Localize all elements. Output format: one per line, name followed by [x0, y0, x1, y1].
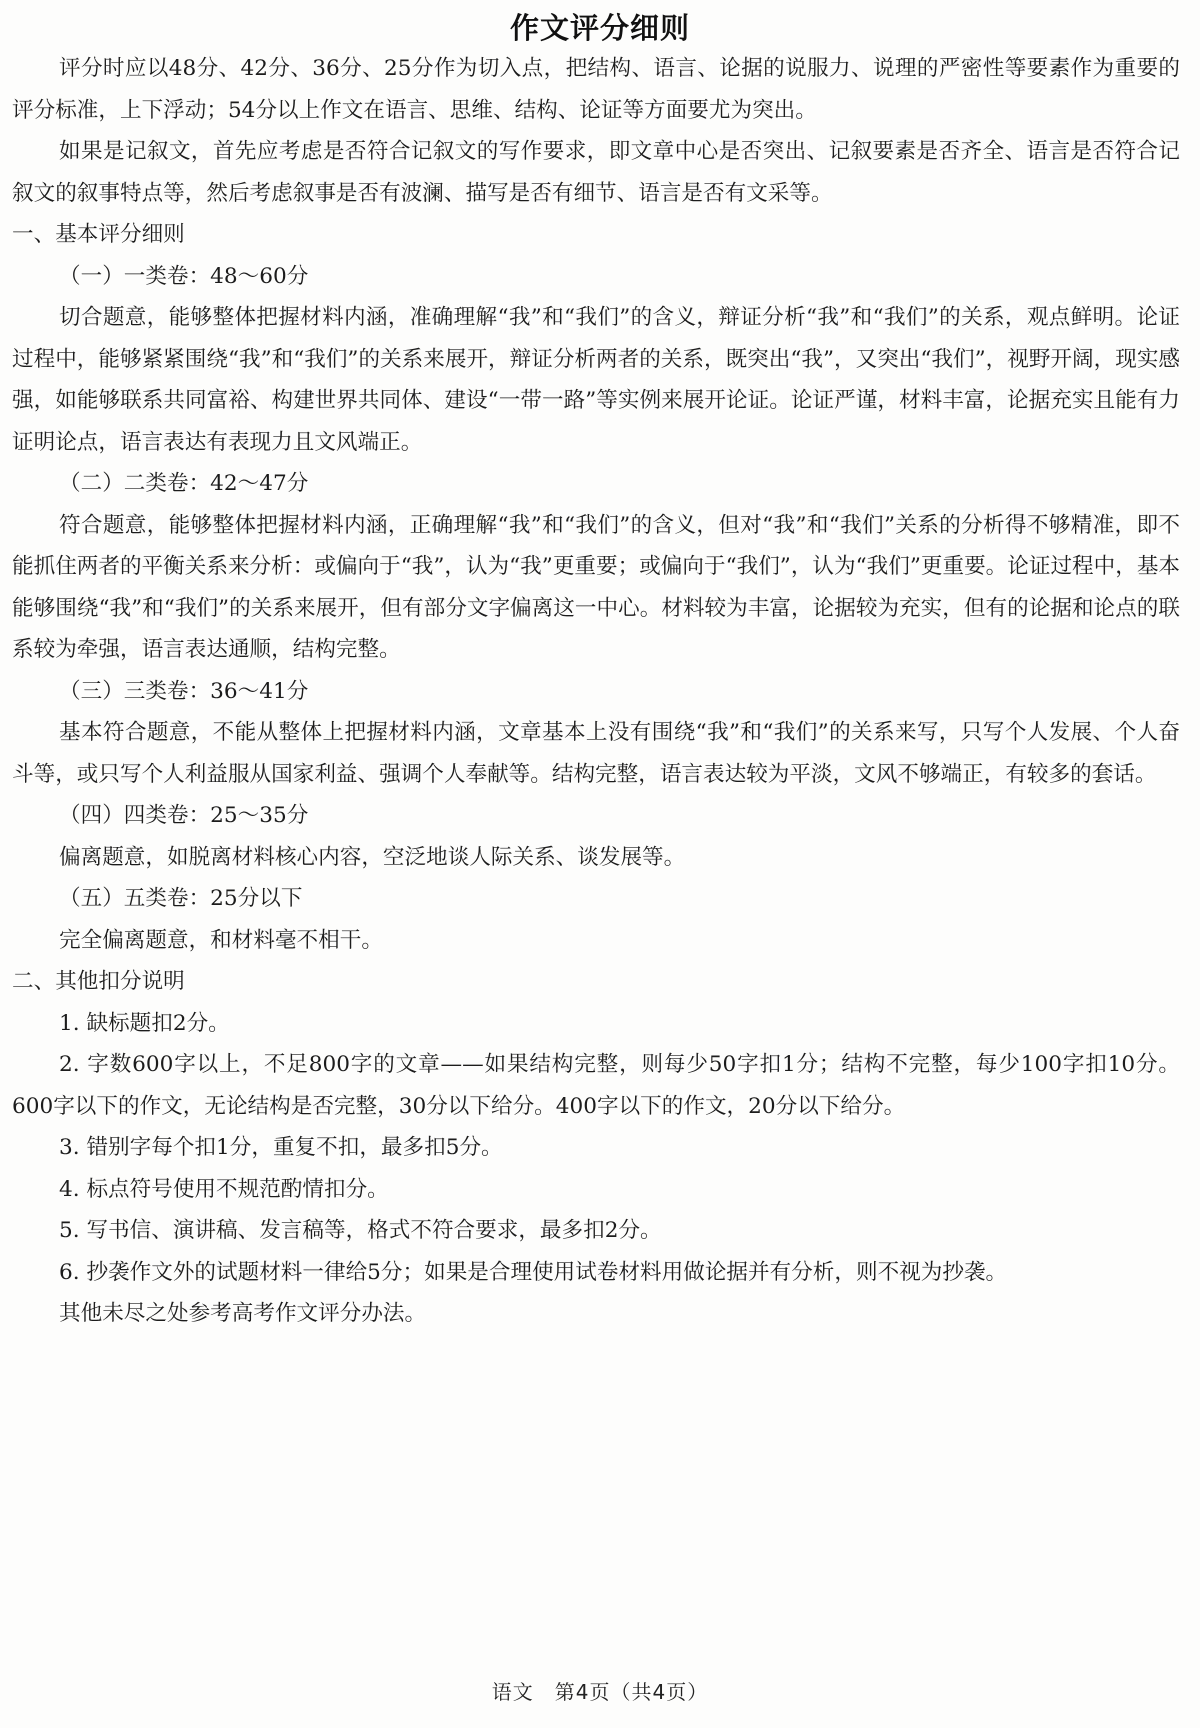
- section-heading: 一、基本评分细则: [12, 222, 185, 247]
- grade-label: （三）三类卷：36～41分: [59, 678, 309, 704]
- page-footer: 语文 第4页（共4页）: [491, 1680, 709, 1704]
- deduction-item: 6. 抄袭作文外的试题材料一律给5分；如果是合理使用试卷材料用做论据并有分析，则不视为抄袭。: [59, 1259, 1008, 1285]
- closing-note: 其他未尽之处参考高考作文评分办法。: [59, 1301, 427, 1326]
- section-heading: 二、其他扣分说明: [12, 969, 185, 994]
- document-body: [12, 48, 1180, 1335]
- grade-description: 偏离题意，如脱离材料核心内容，空泛地谈人际关系、谈发展等。: [59, 844, 686, 870]
- deduction-item: 1. 缺标题扣2分。: [59, 1010, 230, 1036]
- deduction-item: 2. 字数600字以上，不足800字的文章——如果结构完整，则每少50字扣1分；结构不完整，每少100字扣10分。600字以下的作文，无论结构是否完整，30分以下给分。400字以下的作文，20分以下给分。: [12, 1052, 1180, 1119]
- grade-description: 完全偏离题意，和材料毫不相干。: [59, 927, 383, 953]
- intro-paragraph: 如果是记叙文，首先应考虑是否符合记叙文的写作要求，即文章中心是否突出、记叙要素是否齐全、语言是否符合记叙文的叙事特点等，然后考虑叙事是否有波澜、描写是否有细节、语言是否有文采等。: [12, 139, 1180, 206]
- grade-description: 切合题意，能够整体把握材料内涵，准确理解“我”和“我们”的含义，辩证分析“我”和“我们”的关系，观点鲜明。论证过程中，能够紧紧围绕“我”和“我们”的关系来展开，辩证分析两者的关系，既突出“我”，又突出“我们”，视野开阔，现实感强，如能够联系共同富裕、构建世界共同体、建设“一带一路”等实例来展开论证。论证严谨，材料丰富，论据充实且能有力证明论点，语言表达有表现力且文风端正。: [12, 305, 1181, 455]
- intro-paragraph: 评分时应以48分、42分、36分、25分作为切入点，把结构、语言、论据的说服力、说理的严密性等要素作为重要的评分标准，上下浮动；54分以上作文在语言、思维、结构、论证等方面要尤为突出。: [12, 56, 1180, 123]
- deduction-item: 3. 错别字每个扣1分，重复不扣，最多扣5分。: [59, 1135, 503, 1160]
- deduction-item: 5. 写书信、演讲稿、发言稿等，格式不符合要求，最多扣2分。: [59, 1218, 662, 1243]
- grade-label: （一）一类卷：48～60分: [59, 263, 309, 289]
- grade-description: 基本符合题意，不能从整体上把握材料内涵，文章基本上没有围绕“我”和“我们”的关系来写，只写个人发展、个人奋斗等，或只写个人利益服从国家利益、强调个人奉献等。结构完整，语言表达较为平淡，文风不够端正，有较多的套话。: [12, 720, 1180, 787]
- grade-label: （四）四类卷：25～35分: [59, 803, 309, 828]
- document-title: 作文评分细则: [509, 11, 690, 45]
- grade-label: （二）二类卷：42～47分: [59, 471, 309, 496]
- deduction-item: 4. 标点符号使用不规范酌情扣分。: [59, 1176, 389, 1202]
- grade-label: （五）五类卷：25分以下: [59, 886, 303, 911]
- grade-description: 符合题意，能够整体把握材料内涵，正确理解“我”和“我们”的含义，但对“我”和“我们”关系的分析得不够精准，即不能抓住两者的平衡关系来分析：或偏向于“我”，认为“我”更重要；或偏向于“我们”，认为“我们”更重要。论证过程中，基本能够围绕“我”和“我们”的关系来展开，但有部分文字偏离这一中心。材料较为丰富，论据较为充实，但有的论据和论点的联系较为牵强，语言表达通顺，结构完整。: [12, 512, 1181, 662]
